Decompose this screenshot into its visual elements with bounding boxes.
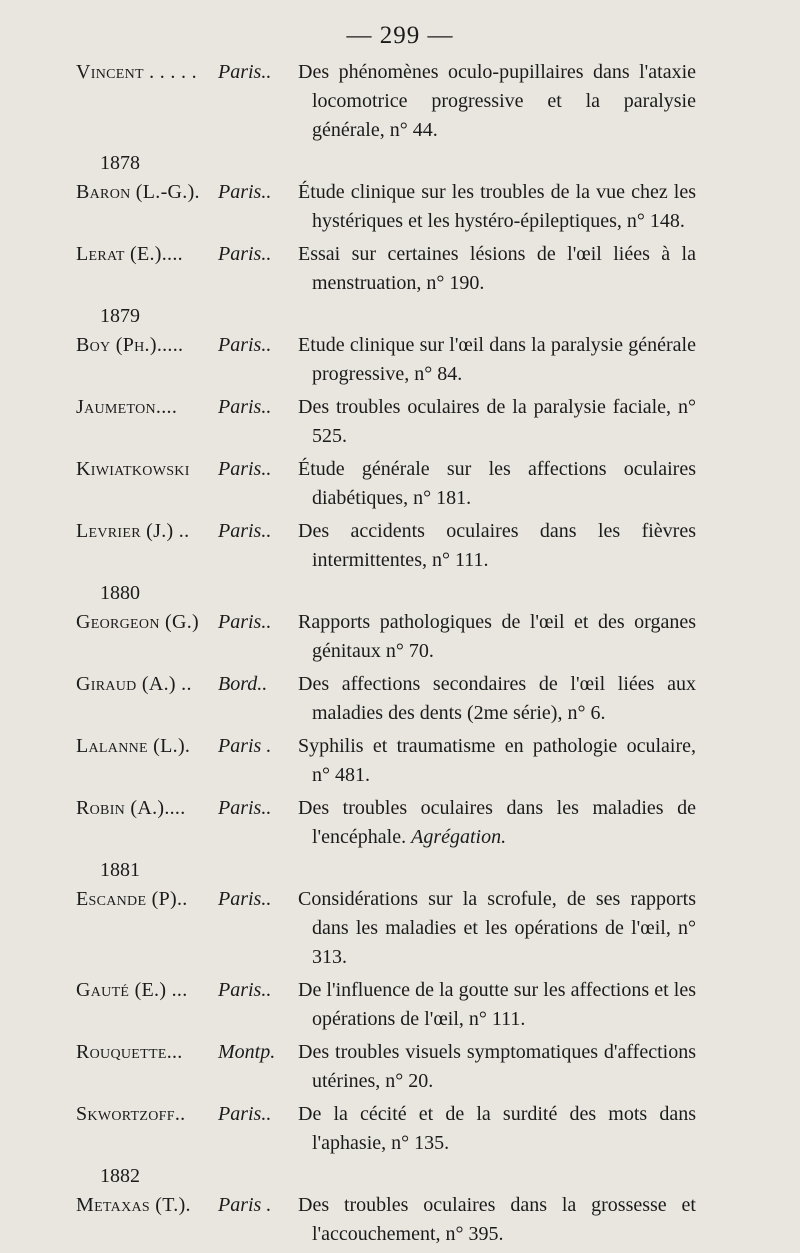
thesis-title-text: Des troubles oculaires dans les maladies de l'encéphale.	[298, 797, 696, 848]
author: Kiwiatkowski	[76, 458, 190, 480]
city: Paris..	[218, 797, 272, 819]
list-item	[76, 885, 716, 972]
thesis-title	[298, 794, 696, 852]
thesis-title: Des troubles oculaires de la paralysie faciale, n° 525.	[298, 396, 696, 447]
thesis-title: Des phénomènes oculo-pupillaires dans l'ataxie locomotrice progressive et la paralysie générale, n° 44.	[298, 61, 696, 141]
city: Paris .	[218, 735, 272, 757]
author: Levrier (J.) ..	[76, 520, 190, 542]
thesis-title-note: Agrégation.	[411, 826, 507, 848]
year-heading: 1880	[100, 582, 140, 604]
list-item	[76, 331, 716, 389]
thesis-title: Des troubles oculaires dans la grossesse et l'accouchement, n° 395.	[298, 1194, 696, 1245]
thesis-title: Rapports pathologiques de l'œil et des organes génitaux n° 70.	[298, 611, 696, 662]
author: Lalanne (L.).	[76, 735, 191, 757]
list-item	[76, 178, 716, 236]
thesis-title: Des accidents oculaires dans les fièvres intermittentes, n° 111.	[298, 520, 696, 571]
city: Paris..	[218, 243, 272, 265]
year-heading: 1881	[100, 859, 140, 881]
city: Paris..	[218, 888, 272, 910]
thesis-title: Considérations sur la scrofule, de ses rapports dans les maladies et les opérations de l'œil, n° 313.	[298, 888, 696, 968]
author: Jaumeton....	[76, 396, 178, 418]
list-item	[76, 1191, 716, 1249]
list-item	[76, 732, 716, 790]
thesis-title: De la cécité et de la surdité des mots dans l'aphasie, n° 135.	[298, 1103, 696, 1154]
city: Paris..	[218, 334, 272, 356]
city: Paris..	[218, 396, 272, 418]
city: Paris..	[218, 61, 272, 83]
city: Paris..	[218, 1103, 272, 1125]
page-number: — 299 —	[346, 22, 454, 49]
thesis-title: Des troubles visuels symptomatiques d'affections utérines, n° 20.	[298, 1041, 696, 1092]
list-item	[76, 393, 716, 451]
author: Skwortzoff..	[76, 1103, 186, 1125]
list-item	[76, 608, 716, 666]
list-item	[76, 1038, 716, 1096]
thesis-title: Essai sur certaines lésions de l'œil liées à la menstruation, n° 190.	[298, 243, 696, 294]
city: Paris .	[218, 1194, 272, 1216]
city: Paris..	[218, 520, 272, 542]
author: Georgeon (G.)	[76, 611, 199, 633]
author: Metaxas (T.).	[76, 1194, 191, 1216]
author: Robin (A.)....	[76, 797, 186, 819]
thesis-listing	[76, 58, 716, 1253]
author: Giraud (A.) ..	[76, 673, 192, 695]
thesis-title: Etude clinique sur l'œil dans la paralysie générale progressive, n° 84.	[298, 334, 696, 385]
list-item	[76, 58, 716, 145]
city: Montp.	[218, 1041, 276, 1063]
thesis-title: Étude clinique sur les troubles de la vue chez les hystériques et les hystéro-épileptiques, n° 148.	[298, 181, 696, 232]
author: Vincent . . . . .	[76, 61, 197, 83]
list-item	[76, 976, 716, 1034]
author: Escande (P)..	[76, 888, 188, 910]
list-item	[76, 670, 716, 728]
thesis-title: De l'influence de la goutte sur les affections et les opérations de l'œil, n° 111.	[298, 979, 696, 1030]
thesis-title: Des affections secondaires de l'œil liées aux maladies des dents (2me série), n° 6.	[298, 673, 696, 724]
author: Gauté (E.) ...	[76, 979, 188, 1001]
list-item	[76, 794, 716, 852]
list-item	[76, 1100, 716, 1158]
author: Baron (L.-G.).	[76, 181, 200, 203]
year-heading: 1882	[100, 1165, 140, 1187]
list-item	[76, 517, 716, 575]
thesis-title: Syphilis et traumatisme en pathologie oculaire, n° 481.	[298, 735, 696, 786]
city: Paris..	[218, 979, 272, 1001]
author: Rouquette...	[76, 1041, 183, 1063]
city: Paris..	[218, 181, 272, 203]
author: Boy (Ph.).....	[76, 334, 184, 356]
year-heading: 1878	[100, 152, 140, 174]
city: Paris..	[218, 458, 272, 480]
thesis-title: Étude générale sur les affections oculaires diabétiques, n° 181.	[298, 458, 696, 509]
list-item	[76, 455, 716, 513]
city: Paris..	[218, 611, 272, 633]
year-heading: 1879	[100, 305, 140, 327]
city: Bord..	[218, 673, 268, 695]
author: Lerat (E.)....	[76, 243, 183, 265]
list-item	[76, 240, 716, 298]
